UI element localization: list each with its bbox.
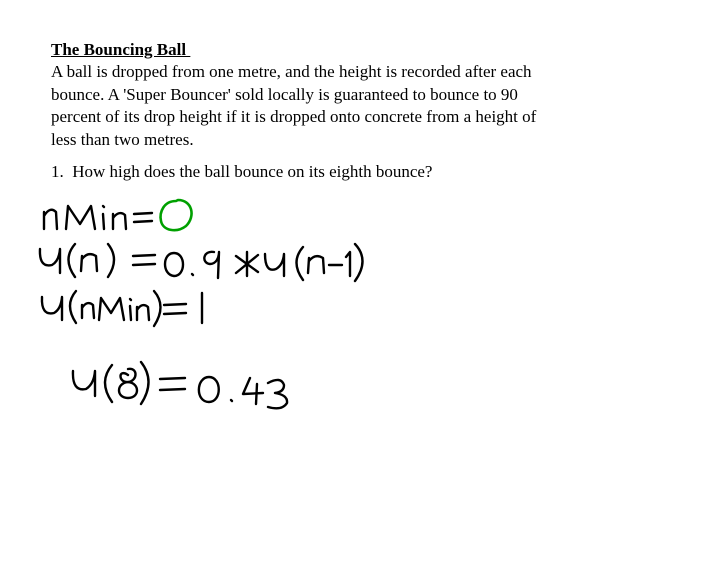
question-1: 1. How high does the ball bounce on its eighth bounce? (51, 162, 433, 181)
handwriting-zero-green (161, 200, 192, 230)
paragraph-line-3: percent of its drop height if it is dropped onto concrete from a height of (51, 107, 537, 126)
paragraph-line-2: bounce. A 'Super Bouncer' sold locally is guaranteed to bounce to 90 (51, 84, 518, 104)
paragraph-line-1: A ball is dropped from one metre, and the height is recorded after each (51, 62, 532, 81)
document-title: The Bouncing Ball (51, 40, 191, 59)
handwriting-line-2 (40, 244, 363, 281)
paragraph-line-4: less than two metres. (51, 129, 194, 149)
handwriting-line-1 (44, 206, 152, 229)
handwriting-line-3 (42, 291, 202, 326)
handwriting-line-4 (73, 362, 287, 408)
